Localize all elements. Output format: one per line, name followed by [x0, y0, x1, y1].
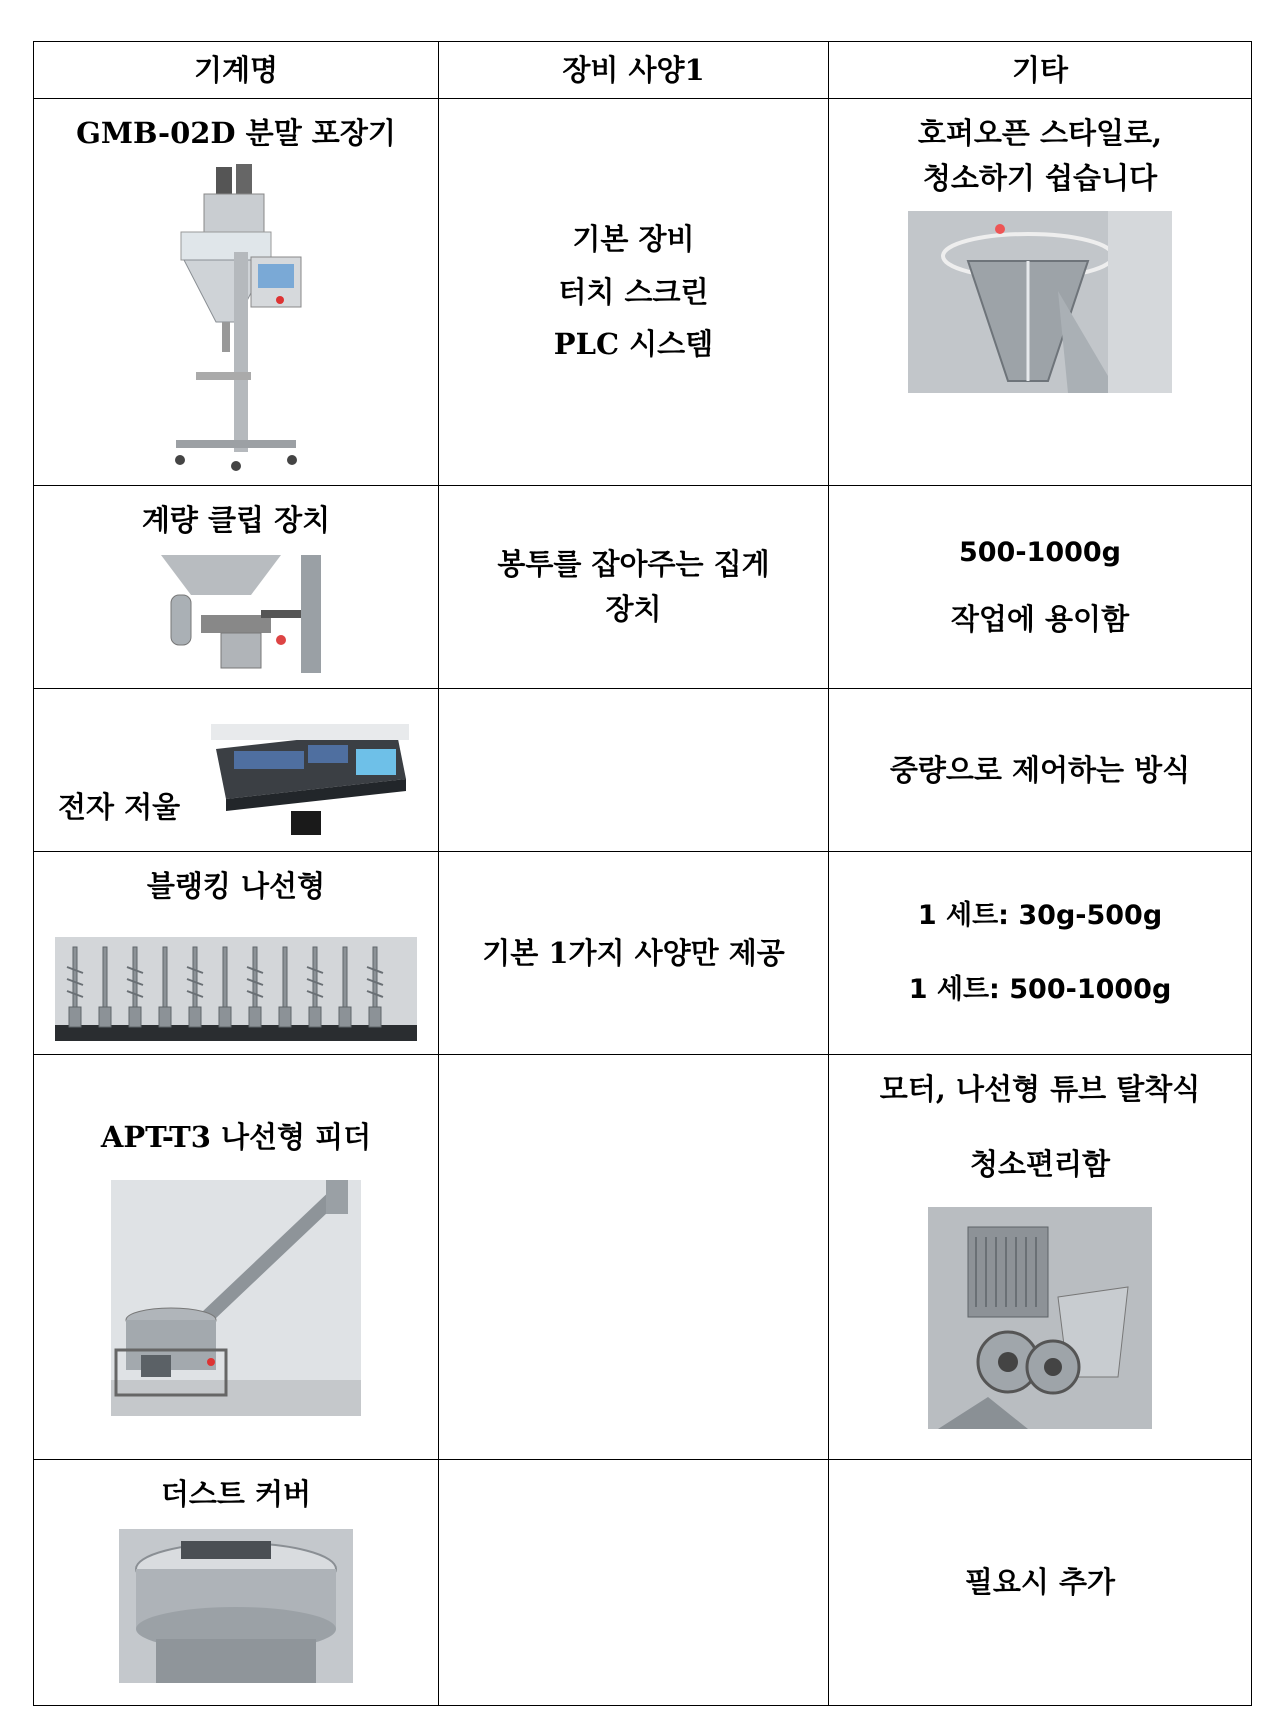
table-row — [34, 99, 1252, 486]
auger-screws-image — [55, 937, 417, 1041]
set-range: 1 세트: 500-1000g — [908, 974, 1172, 1005]
machine-name: 블랭킹 나선형 — [146, 869, 326, 903]
weighing-clip-device-image — [151, 555, 321, 673]
spec-line: 기본 1가지 사양만 제공 — [482, 935, 785, 970]
machine-name: GMB-02D 분말 포장기 — [76, 116, 396, 150]
other-line: 작업에 용이함 — [950, 602, 1130, 637]
machine-name: 전자 저울 — [58, 790, 181, 824]
machine-name: 계량 클립 장치 — [141, 503, 331, 537]
header-row — [34, 42, 1252, 99]
detachable-motor-tube-image — [928, 1207, 1152, 1429]
cell-machine-name — [34, 852, 439, 1055]
other-line: 중량으로 제어하는 방식 — [889, 752, 1191, 787]
cell-spec — [439, 1055, 829, 1460]
spec-line: 터치 스크린 — [558, 274, 709, 309]
cell-other — [829, 486, 1252, 689]
other-line: 호퍼오픈 스타일로, — [917, 116, 1163, 150]
machine-name: APT-T3 나선형 피더 — [100, 1120, 372, 1154]
cell-machine-name — [34, 689, 439, 852]
screw-feeder-image — [111, 1180, 361, 1416]
table-row — [34, 689, 1252, 852]
cell-machine-name — [34, 1055, 439, 1460]
spec-line: 봉투를 잡아주는 집게 — [497, 547, 770, 582]
spec-line: PLC 시스템 — [553, 327, 714, 362]
set-range: 1 세트: 30g-500g — [917, 900, 1163, 932]
other-line: 청소편리함 — [969, 1146, 1111, 1181]
other-line: 필요시 추가 — [964, 1565, 1116, 1600]
header-other: 기타 — [829, 42, 1252, 99]
spec-line: 기본 장비 — [572, 221, 695, 256]
cell-spec — [439, 852, 829, 1055]
cell-spec — [439, 1460, 829, 1706]
header-spec: 장비 사양1 — [439, 42, 829, 99]
table-row — [34, 1055, 1252, 1460]
cell-machine-name — [34, 99, 439, 486]
weight-range: 500-1000g — [958, 536, 1122, 568]
table-row — [34, 1460, 1252, 1706]
cell-spec — [439, 689, 829, 852]
equipment-spec-table — [33, 41, 1252, 1706]
cell-spec — [439, 99, 829, 486]
powder-packing-machine-image — [166, 162, 306, 474]
cell-other — [829, 689, 1252, 852]
table-row — [34, 852, 1252, 1055]
cell-machine-name — [34, 1460, 439, 1706]
open-hopper-image — [908, 211, 1172, 393]
machine-name: 더스트 커버 — [160, 1477, 312, 1511]
spec-line: 장치 — [605, 592, 662, 626]
other-line: 청소하기 쉽습니다 — [922, 160, 1158, 195]
dust-cover-image — [119, 1529, 353, 1683]
cell-other — [829, 1460, 1252, 1706]
electronic-scale-image — [206, 719, 414, 839]
cell-machine-name — [34, 486, 439, 689]
header-machine-name: 기계명 — [34, 42, 439, 99]
cell-other — [829, 1055, 1252, 1460]
other-line: 모터, 나선형 튜브 탈착식 — [879, 1072, 1201, 1106]
table-row — [34, 486, 1252, 689]
cell-other — [829, 99, 1252, 486]
cell-spec — [439, 486, 829, 689]
cell-other — [829, 852, 1252, 1055]
